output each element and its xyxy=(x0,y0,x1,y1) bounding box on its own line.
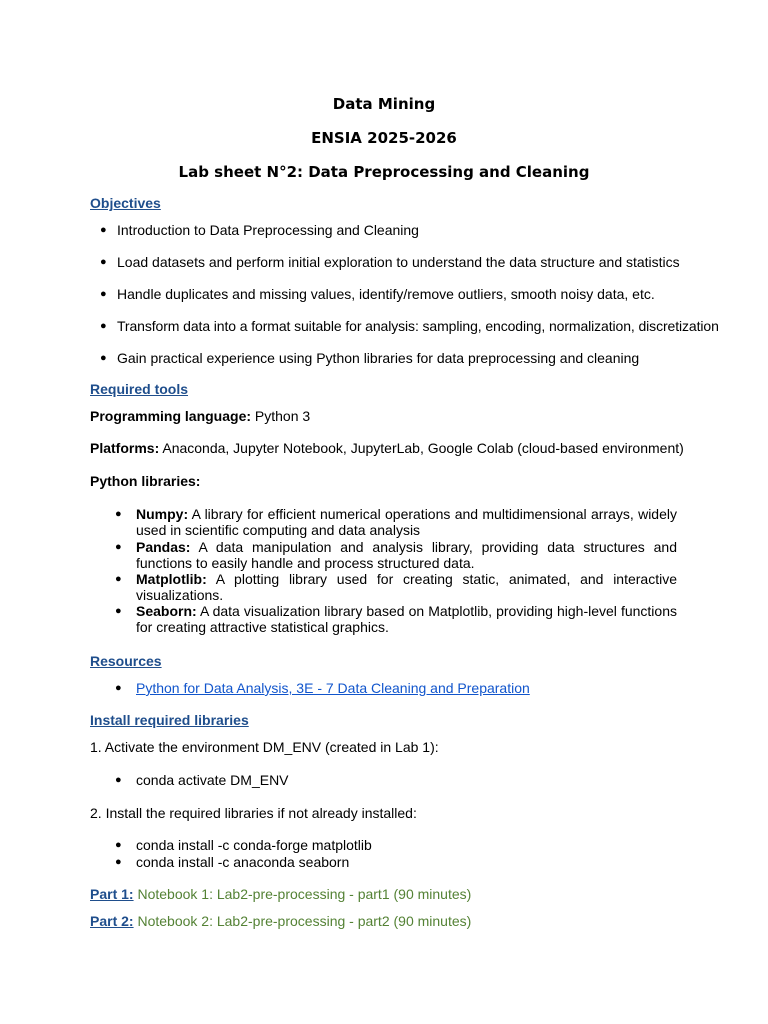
programming-language-line xyxy=(90,408,310,424)
bullet-icon: ● xyxy=(115,839,122,851)
library-description: A library for efficient numerical operations and multidimensional arrays, widely used in scientific computing and data analysis xyxy=(136,506,677,538)
install-heading: Install required libraries xyxy=(90,712,249,728)
objective-item: Load datasets and perform initial exploration to understand the data structure and statistics xyxy=(117,254,680,270)
programming-language-label: Programming language: xyxy=(90,408,252,424)
bullet-icon: ● xyxy=(115,774,122,786)
part-1-label[interactable]: Part 1: xyxy=(90,886,134,902)
part-2-label[interactable]: Part 2: xyxy=(90,913,134,929)
python-libraries-label: Python libraries: xyxy=(90,473,201,489)
bullet-icon: ● xyxy=(100,352,107,364)
library-item-pandas xyxy=(136,539,677,571)
library-item-matplotlib xyxy=(136,571,677,603)
lab-title: Lab sheet N°2: Data Preprocessing and Cleaning xyxy=(178,163,590,181)
library-name: Pandas: xyxy=(136,539,191,555)
install-command: conda install -c anaconda seaborn xyxy=(136,854,350,870)
library-name: Seaborn: xyxy=(136,603,197,619)
resource-link[interactable]: Python for Data Analysis, 3E - 7 Data Cleaning and Preparation xyxy=(136,680,530,696)
part-2-line xyxy=(90,913,471,929)
bullet-icon: ● xyxy=(115,541,122,553)
objective-item: Transform data into a format suitable for analysis: sampling, encoding, normalization, discretization xyxy=(117,318,719,334)
library-name: Matplotlib: xyxy=(136,571,207,587)
library-item-numpy xyxy=(136,506,677,538)
bullet-icon: ● xyxy=(100,224,107,236)
library-item-seaborn xyxy=(136,603,677,635)
part-1-notebook: Notebook 1: Lab2-pre-processing - part1 (90 minutes) xyxy=(133,886,472,902)
document-subtitle: ENSIA 2025-2026 xyxy=(311,129,457,147)
install-command: conda install -c conda-forge matplotlib xyxy=(136,837,372,853)
bullet-icon: ● xyxy=(115,508,122,520)
bullet-icon: ● xyxy=(100,288,107,300)
programming-language-value: Python 3 xyxy=(251,408,311,424)
platforms-label: Platforms: xyxy=(90,440,160,456)
install-step-1: 1. Activate the environment DM_ENV (created in Lab 1): xyxy=(90,739,439,755)
bullet-icon: ● xyxy=(115,605,122,617)
library-description: A data visualization library based on Matplotlib, providing high-level functions for creating attractive statistical graphics. xyxy=(136,603,677,635)
bullet-icon: ● xyxy=(115,682,122,694)
resources-heading: Resources xyxy=(90,653,162,669)
required-tools-heading: Required tools xyxy=(90,381,189,397)
part-1-line xyxy=(90,886,471,902)
install-step-2: 2. Install the required libraries if not already installed: xyxy=(90,805,417,821)
objectives-heading: Objectives xyxy=(90,195,161,211)
library-name: Numpy: xyxy=(136,506,189,522)
library-description: A data manipulation and analysis library, providing data structures and functions to easily handle and process structured data. xyxy=(136,539,677,571)
objective-item: Gain practical experience using Python libraries for data preprocessing and cleaning xyxy=(117,350,640,366)
bullet-icon: ● xyxy=(100,320,107,332)
bullet-icon: ● xyxy=(115,573,122,585)
document-title: Data Mining xyxy=(332,95,436,113)
platforms-line xyxy=(90,440,684,456)
bullet-icon: ● xyxy=(115,856,122,868)
objective-item: Handle duplicates and missing values, identify/remove outliers, smooth noisy data, etc. xyxy=(117,286,655,302)
bullet-icon: ● xyxy=(100,256,107,268)
objective-item: Introduction to Data Preprocessing and Cleaning xyxy=(117,222,419,238)
part-2-notebook: Notebook 2: Lab2-pre-processing - part2 (90 minutes) xyxy=(133,913,472,929)
library-description: A plotting library used for creating static, animated, and interactive visualizations. xyxy=(136,571,677,603)
platforms-value: Anaconda, Jupyter Notebook, JupyterLab, Google Colab (cloud-based environment) xyxy=(159,440,684,456)
install-command: conda activate DM_ENV xyxy=(136,772,289,788)
